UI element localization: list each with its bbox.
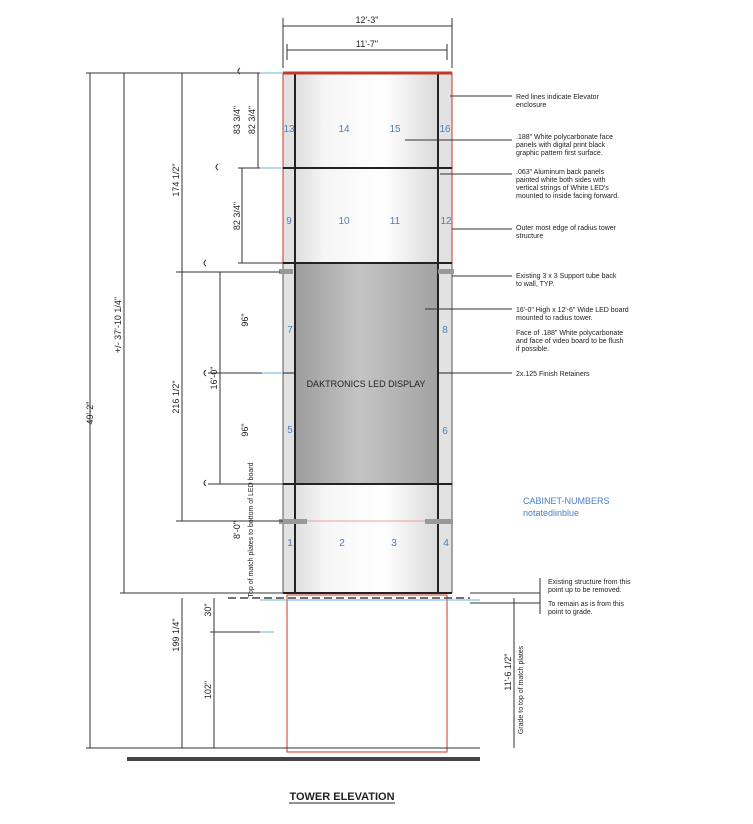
svg-text:structure: structure <box>516 233 544 240</box>
upper-total-dim: 174 1/2" <box>171 163 181 197</box>
total-height-dim: 49'-2" <box>85 401 95 425</box>
led-lower-dim: 96" <box>240 423 250 437</box>
svg-text:graphic pattern first surface.: graphic pattern first surface. <box>516 150 603 157</box>
note-elevator <box>516 94 600 109</box>
svg-text:Existing structure from this: Existing structure from this <box>548 579 631 586</box>
note-led-board <box>516 307 629 322</box>
note-face-flush <box>516 330 624 353</box>
svg-text:notatediinblue: notatediinblue <box>523 508 580 518</box>
support-tube-lower-right <box>425 519 453 524</box>
svg-text:Existing 3 x 3 Support tube ba: Existing 3 x 3 Support tube back <box>516 273 617 280</box>
svg-text:mounted to radius tower.: mounted to radius tower. <box>516 315 593 322</box>
note-polycarbonate <box>516 134 613 157</box>
note-existing-removed <box>548 579 631 594</box>
grade-dim: 11'-6 1/2" <box>503 653 513 691</box>
svg-text:Outer most edge of radius towe: Outer most edge of radius tower <box>516 225 616 232</box>
led-upper-dim: 96" <box>240 313 250 327</box>
svg-text:to wall, TYP.: to wall, TYP. <box>516 281 555 288</box>
cabinet-number: 4 <box>443 538 449 549</box>
lower-to-led-dim: 216 1/2" <box>171 380 181 414</box>
svg-text:CABINET-NUMBERS: CABINET-NUMBERS <box>523 496 610 506</box>
cabinet-number: 12 <box>440 216 452 227</box>
top-section-1-inner-dim: 82 3/4" <box>247 105 257 135</box>
svg-text:mounted to inside facing forwa: mounted to inside facing forward. <box>516 193 620 200</box>
cabinet-numbers-note <box>523 496 610 518</box>
note-retainers <box>516 371 590 378</box>
drawing-title: TOWER ELEVATION <box>289 791 395 803</box>
cabinet-number: 11 <box>389 216 401 227</box>
support-tube-upper-left <box>279 269 293 274</box>
svg-text:Face of .188" White polycarbon: Face of .188" White polycarbonate <box>516 330 624 337</box>
led-board <box>295 263 438 484</box>
cabinet-number: 1 <box>287 538 293 549</box>
note-remain <box>548 601 624 616</box>
svg-text:16'-0" High x 12'-6" Wide LED: 16'-0" High x 12'-6" Wide LED board <box>516 307 629 314</box>
cabinet-number: 8 <box>442 325 448 336</box>
tower-height-dim: +/- 37'-10 1/4" <box>113 296 123 354</box>
cabinet-number: 16 <box>439 124 451 135</box>
svg-text:To remain as is from this: To remain as is from this <box>548 601 624 608</box>
support-tube-lower-left <box>279 519 307 524</box>
cabinet-number: 6 <box>442 426 448 437</box>
overall-width-dim: 12'-3" <box>355 15 379 25</box>
below-existing-dim: 199 1/4" <box>171 618 181 652</box>
inner-width-dim: 11'-7" <box>355 39 379 49</box>
elevator-enclosure-lower <box>287 595 447 752</box>
svg-text:.063" Aluminum back panels: .063" Aluminum back panels <box>516 169 605 176</box>
base-section-dim: 8'-0" <box>232 521 242 539</box>
top-section-2-dim: 82 3/4" <box>232 201 242 231</box>
svg-text:painted white both sides with: painted white both sides with <box>516 177 606 184</box>
top-section-1-dim: 83 3/4" <box>232 105 242 135</box>
cabinet-number: 10 <box>338 216 350 227</box>
cabinet-number: 7 <box>287 325 293 336</box>
svg-text:Red lines indicate Elevator: Red lines indicate Elevator <box>516 94 599 101</box>
cabinet-number: 15 <box>389 124 401 135</box>
note-aluminum-back <box>516 169 619 200</box>
cabinet-number: 14 <box>338 124 350 135</box>
svg-text:.188" White polycarbonate face: .188" White polycarbonate face <box>516 134 614 141</box>
base-note: Top of match plates to bottom of LED board <box>248 462 255 598</box>
cabinet-number: 13 <box>283 124 295 135</box>
svg-text:vertical strings of White LED': vertical strings of White LED's <box>516 185 609 192</box>
cabinet-number: 2 <box>339 538 345 549</box>
svg-text:panels with digital print blac: panels with digital print black <box>516 142 606 149</box>
below-30-dim: 30" <box>203 603 213 617</box>
note-outer-edge <box>516 225 617 240</box>
svg-text:and face of video board to be: and face of video board to be flush <box>516 338 624 345</box>
svg-text:2x.125 Finish Retainers: 2x.125 Finish Retainers <box>516 371 590 378</box>
led-display-label: DAKTRONICS LED DISPLAY <box>306 379 426 389</box>
led-total-dim: 16'-0" <box>209 366 219 390</box>
svg-text:if possible.: if possible. <box>516 346 550 353</box>
grade-note: Grade to top of match plates <box>518 645 525 735</box>
svg-text:point up to be removed.: point up to be removed. <box>548 587 622 594</box>
cabinet-number: 5 <box>287 425 293 436</box>
cabinet-number: 3 <box>391 538 397 549</box>
svg-text:enclosure: enclosure <box>516 102 547 109</box>
below-102-dim: 102" <box>203 680 213 700</box>
svg-text:point to grade.: point to grade. <box>548 609 593 616</box>
cabinet-number: 9 <box>286 216 292 227</box>
support-tube-upper-right <box>438 269 454 274</box>
note-support-tube <box>516 273 617 288</box>
